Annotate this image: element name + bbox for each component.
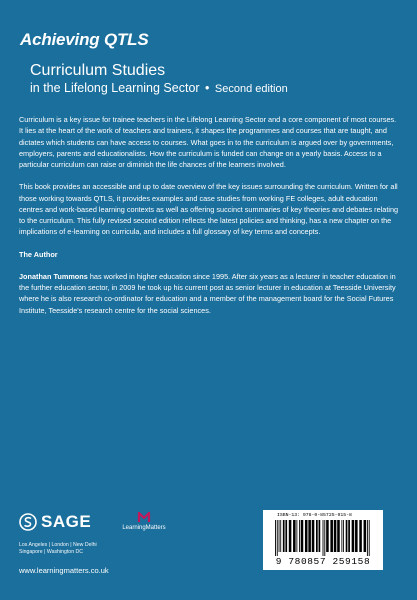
barcode-bar <box>301 520 304 552</box>
cities-line-2: Singapore | Washington DC <box>19 549 84 555</box>
barcode-bars <box>273 520 373 556</box>
sage-cities <box>19 542 139 556</box>
author-bio-text: has worked in higher education since 1995. After six years as a lecturer in teacher education in the further education sector, in 2009 he took up his current post as senior lecturer in education at Teesside University where he is also research co-ordinator for education and a member of the management board for the Social Futures Institute, Teesside's research centre for the social sciences. <box>19 271 396 315</box>
edition-separator: • <box>205 81 210 95</box>
barcode-bar <box>367 520 368 556</box>
barcode-bar <box>319 520 321 552</box>
sage-logo <box>19 512 91 532</box>
barcode-bar <box>352 520 355 552</box>
barcode-bar <box>279 520 280 552</box>
learning-matters-m-icon <box>137 510 151 524</box>
publisher-logos <box>19 512 166 555</box>
barcode-bar <box>280 520 281 552</box>
barcode-bar <box>299 520 300 552</box>
barcode-bar <box>359 520 362 552</box>
book-title: Curriculum Studies <box>30 62 166 79</box>
barcode-bar <box>277 520 278 556</box>
author-heading: The Author <box>19 249 58 259</box>
barcode-bar <box>316 520 318 552</box>
barcode-bar <box>312 520 315 552</box>
barcode-bar <box>296 520 297 552</box>
barcode-bar <box>326 520 329 552</box>
author-bio <box>19 271 402 316</box>
publisher-website: www.learningmatters.co.uk <box>19 566 109 575</box>
isbn-barcode <box>263 510 383 570</box>
barcode-bar <box>283 520 285 552</box>
edition-label: Second edition <box>214 83 288 95</box>
barcode-bar <box>324 520 325 556</box>
barcode-bar <box>275 520 276 556</box>
barcode-bar <box>343 520 344 552</box>
back-cover-blurb <box>19 114 402 327</box>
blurb-paragraph-2: This book provides an accessible and up to date overview of the key issues surrounding the curriculum. Written for all those working towards QTLS, it provides examples and case studies from working FE colleges, adult education centres and work-based learning contexts as well as offering succinct summaries of key theories and debates relating to the curriculum. This fully revised second edition reflects the latest policies and thinking, has a new chapter on the implications of e-learning on curricula, and includes a full glossary of key terms and concepts. <box>19 182 399 237</box>
book-subtitle <box>30 81 288 96</box>
barcode-bar <box>346 520 348 552</box>
barcode-bar <box>348 520 350 552</box>
barcode-bar <box>289 520 292 552</box>
barcode-bar <box>334 520 337 552</box>
barcode-bar <box>369 520 370 556</box>
series-title: Achieving QTLS <box>20 30 149 49</box>
blurb-paragraph-1: Curriculum is a key issue for trainee teachers in the Lifelong Learning Sector and a core component of most courses. It lies at the heart of the work of teachers and trainers, it shapes the programmes and courses that are taught, and dictates which students can have access to courses. What goes in to the curriculum is argued over by governments, employers, parents and educationalists. How the curriculum is funded can change on a yearly basis. Access to a particular curriculum can raise or diminish the life chances of the learners involved. <box>19 115 397 169</box>
barcode-bar <box>305 520 308 552</box>
author-name: Jonathan Tummons <box>19 271 88 281</box>
barcode-bar <box>337 520 340 552</box>
barcode-bar <box>308 520 311 552</box>
barcode-number: 9 780857 259158 <box>275 556 371 567</box>
learning-matters-wordmark: LearningMatters <box>122 525 166 531</box>
barcode-bar <box>293 520 296 552</box>
cities-line-1: Los Angeles | London | New Delhi <box>19 542 97 548</box>
sage-wordmark: SAGE <box>41 512 92 531</box>
barcode-bar <box>341 520 342 552</box>
barcode-bar <box>364 520 367 552</box>
isbn-label: ISBN-13: 978-0-85725-915-8 <box>277 513 352 518</box>
learning-matters-logo <box>114 510 174 531</box>
sage-s-icon <box>19 513 37 531</box>
barcode-bar <box>330 520 333 552</box>
subtitle-text: in the Lifelong Learning Sector <box>30 81 200 95</box>
barcode-bar <box>285 520 287 552</box>
barcode-bar <box>323 520 324 556</box>
barcode-bar <box>355 520 358 552</box>
